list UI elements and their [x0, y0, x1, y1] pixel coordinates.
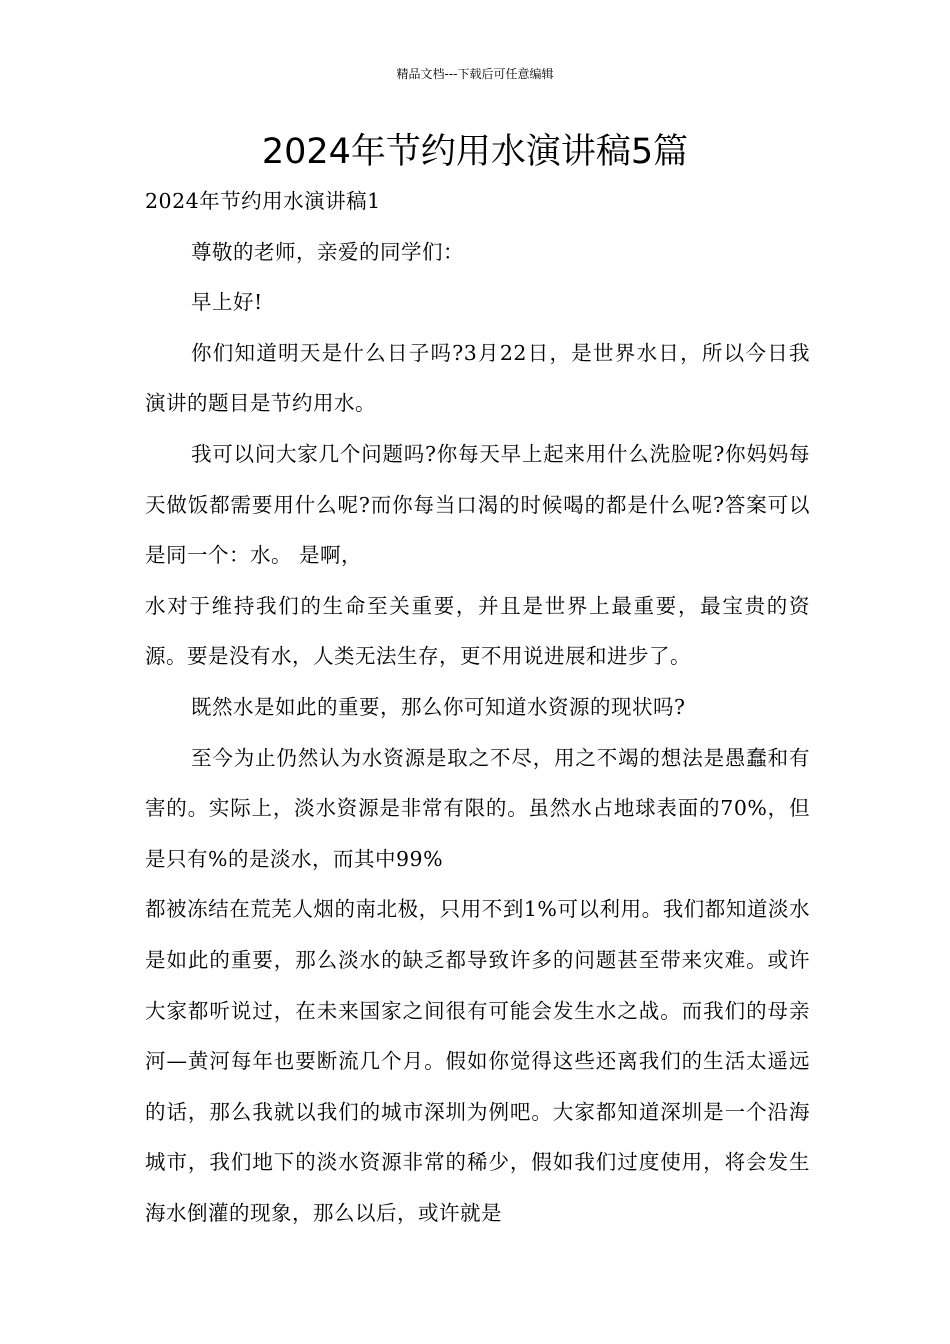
paragraph-water-importance: 水对于维持我们的生命至关重要，并且是世界上最重要，最宝贵的资源。要是没有水，人类无法生存，更不用说进展和进步了。	[145, 593, 810, 669]
paragraph-questions: 我可以问大家几个问题吗?你每天早上起来用什么洗脸呢?你妈妈每天做饭都需要用什么呢?而你每当口渴的时候喝的都是什么呢?答案可以是同一个：水。 是啊，	[145, 441, 810, 568]
paragraph-shenzhen-example: 都被冻结在荒芜人烟的南北极，只用不到1%可以利用。我们都知道淡水是如此的重要，那么淡水的缺乏都导致许多的问题甚至带来灾难。或许大家都听说过，在未来国家之间很有可能会发生水之战。而我们的母亲河—黄河每年也要断流几个月。假如你觉得这些还离我们的生活太遥远的话，那么我就以我们的城市深圳为例吧。大家都知道深圳是一个沿海城市，我们地下的淡水资源非常的稀少，假如我们过度使用，将会发生海水倒灌的现象，那么以后，或许就是	[145, 897, 810, 1225]
paragraph-water-status: 既然水是如此的重要，那么你可知道水资源的现状吗?	[191, 694, 686, 719]
document-title: 2024年节约用水演讲稿5篇	[261, 132, 689, 172]
paragraph-good-morning: 早上好!	[191, 290, 263, 315]
section-heading: 2024年节约用水演讲稿1	[145, 189, 381, 213]
paragraph-world-water-day: 你们知道明天是什么日子吗?3月22日，是世界水日，所以今日我演讲的题目是节约用水。	[145, 340, 810, 416]
paragraph-greeting: 尊敬的老师，亲爱的同学们：	[191, 239, 464, 264]
page-header: 精品文档---下载后可任意编辑	[396, 67, 554, 81]
document-body	[145, 176, 810, 1238]
paragraph-freshwater-limited: 至今为止仍然认为水资源是取之不尽，用之不竭的想法是愚蠢和有害的。实际上，淡水资源是非常有限的。虽然水占地球表面的70%，但是只有%的是淡水，而其中99%	[145, 745, 810, 871]
